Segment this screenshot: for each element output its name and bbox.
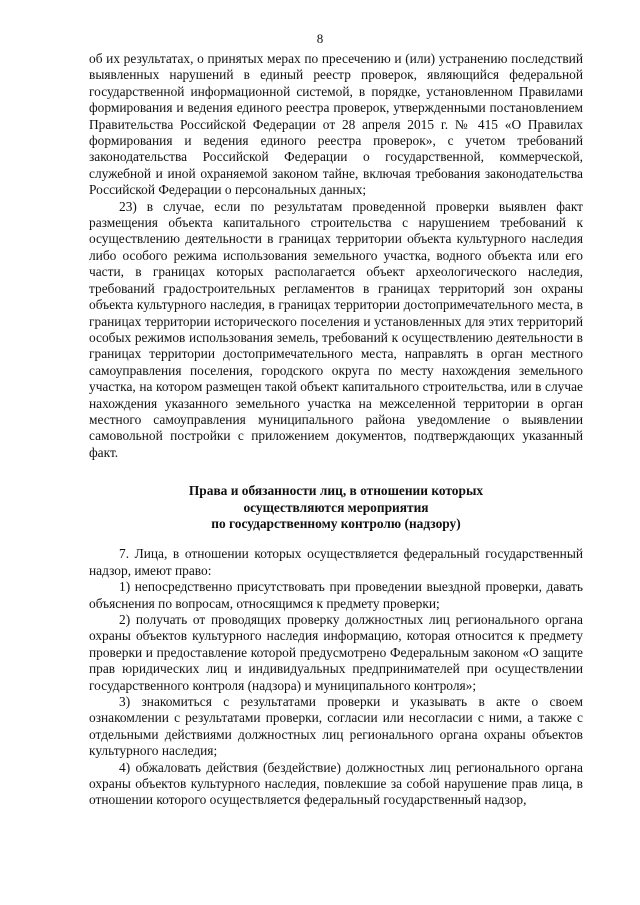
document-body (89, 51, 583, 809)
paragraph-right-4: 4) обжаловать действия (бездействие) должностных лиц регионального органа охраны объектов культурного наследия, повлекшие за собой нарушение прав лица, в отношении которого осуществляется федеральный государственный надзор, (89, 759, 583, 808)
section-heading-line-1: Права и обязанности лиц, в отношении которых (188, 483, 484, 499)
section-heading-line-3: по государственному контролю (надзору) (211, 515, 461, 531)
paragraph-item-7: 7. Лица, в отношении которых осуществляется федеральный государственный надзор, имеют право: (89, 546, 583, 578)
paragraph-item-23: 23) в случае, если по результатам проведенной проверки выявлен факт размещения объекта капитального строительства с нарушением требований к осуществлению деятельности в границах территории объекта культурного наследия либо особого режима использования земельного участка, водного объекта или его части, в границах которых располагается объект археологического наследия, требований градостроительных регламентов в границах территорий зон охраны объекта культурного наследия, в границах территории достопримечательного места, в границах территории исторического поселения и установленных для этих территорий особых режимов использования земель, требований к осуществлению деятельности в границах территории достопримечательного места, направлять в орган местного самоуправления поселения, городского округа по месту нахождения земельного участка, на котором размещен такой объект капитального строительства, или в случае нахождения указанного земельного участка на межселенной территории в орган местного самоуправления муниципального района уведомление о выявлении самовольной постройки с приложением документов, подтверждающих указанный факт. (89, 198, 583, 460)
spacer (89, 461, 583, 483)
section-heading (89, 483, 583, 532)
spacer (89, 532, 583, 546)
paragraph-right-2: 2) получать от проводящих проверку должностных лиц регионального органа охраны объектов культурного наследия информацию, которая относится к предмету проверки и предоставление которой предусмотрено Федеральным законом «О защите прав юридических лиц и индивидуальных предпринимателей при осуществлении государственного контроля (надзора) и муниципального контроля»; (89, 612, 583, 693)
paragraph-right-3: 3) знакомиться с результатами проверки и указывать в акте о своем ознакомлении с результатами проверки, согласии или несогласии с ними, а также с отдельными действиями должностных лиц регионального органа охраны объектов культурного наследия; (89, 694, 583, 759)
paragraph-continuation: об их результатах, о принятых мерах по пресечению и (или) устранению последствий выявленных нарушений в единый реестр проверок, являющийся федеральной государственной информационной системой, в порядке, установленном Правилами формирования и ведения единого реестра проверок, утвержденными постановлением Правительства Российской Федерации от 28 апреля 2015 г. № 415 «О Правилах формирования и ведения единого реестра проверок», с учетом требований законодательства Российской Федерации о государственной, коммерческой, служебной и иной охраняемой законом тайне, включая требования законодательства Российской Федерации о персональных данных; (89, 51, 583, 198)
section-heading-line-2: осуществляются мероприятия (243, 499, 429, 515)
paragraph-right-1: 1) непосредственно присутствовать при проведении выездной проверки, давать объяснения по вопросам, относящимся к предмету проверки; (89, 579, 583, 611)
page-number: 8 (316, 31, 324, 46)
